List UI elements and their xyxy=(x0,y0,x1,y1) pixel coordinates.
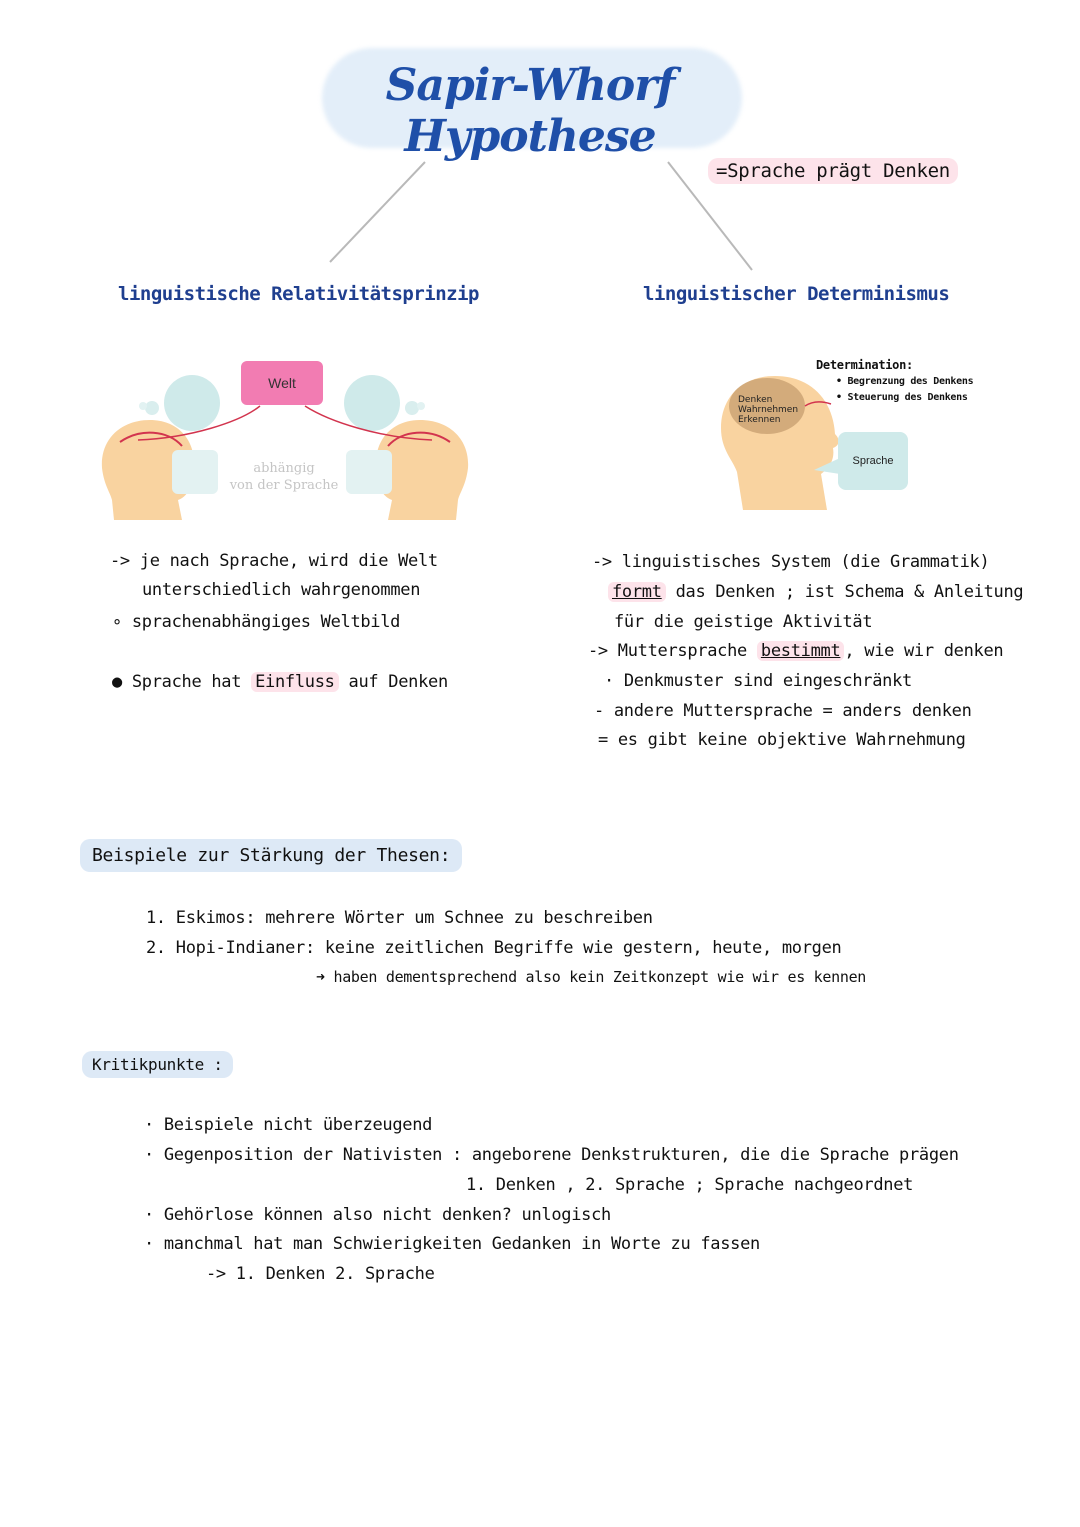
determination-title: Determination: xyxy=(816,358,913,372)
left-heading: linguistische Relativitätsprinzip xyxy=(118,283,479,305)
right-speech-box xyxy=(346,450,392,494)
right-thought-dot xyxy=(405,401,419,415)
dependency-caption: abhängig von der Sprache xyxy=(229,461,339,493)
connector-right xyxy=(668,162,752,270)
brain-labels: Denken Wahrnehmen Erkennen xyxy=(738,395,799,425)
welt-box: Welt xyxy=(241,361,323,405)
determination-item-2: • Steuerung des Denkens xyxy=(836,392,968,403)
left-speech-box xyxy=(172,450,218,494)
critique-heading: Kritikpunkte : xyxy=(82,1055,233,1074)
right-line-2: formt das Denken ; ist Schema & Anleitung xyxy=(608,582,1023,602)
examples-heading: Beispiele zur Stärkung der Thesen: xyxy=(80,845,462,866)
hollow-bullet: ∘ xyxy=(112,612,132,632)
title-connector-lines xyxy=(0,0,1080,300)
right-thought-bubble xyxy=(344,375,400,431)
critique-4: · manchmal hat man Schwierigkeiten Gedanken in Worte zu fassen xyxy=(144,1234,760,1254)
left-thought-bubble xyxy=(164,375,220,431)
example-1: 1. Eskimos: mehrere Wörter um Schnee zu beschreiben xyxy=(146,908,653,928)
right-line-4: -> Muttersprache bestimmt , wie wir denken xyxy=(588,641,1004,661)
connector-left xyxy=(330,162,425,262)
critique-4-note: -> 1. Denken 2. Sprache xyxy=(206,1264,435,1284)
right-line-6: - andere Muttersprache = anders denken xyxy=(594,701,972,721)
left-line-1: -> je nach Sprache, wird die Welt xyxy=(110,551,438,571)
sprache-box: Sprache xyxy=(838,432,908,490)
left-thought-dot xyxy=(145,401,159,415)
left-bullet-1: ∘ sprachenabhängiges Weltbild xyxy=(112,612,401,632)
critique-1: · Beispiele nicht überzeugend xyxy=(144,1115,433,1135)
critique-2-note: 1. Denken , 2. Sprache ; Sprache nachgeordnet xyxy=(466,1175,914,1195)
left-thought-dot-small xyxy=(139,402,147,410)
left-line-2: unterschiedlich wahrgenommen xyxy=(142,580,421,600)
speech-tail-shape xyxy=(814,458,840,474)
critique-2: · Gegenposition der Nativisten : angeborene Denkstrukturen, die die Sprache prägen xyxy=(144,1145,959,1165)
right-line-3: für die geistige Aktivität xyxy=(614,612,873,632)
right-heading: linguistischer Determinismus xyxy=(643,283,950,305)
tagline: =Sprache prägt Denken xyxy=(708,160,958,182)
example-2: 2. Hopi-Indianer: keine zeitlichen Begriffe wie gestern, heute, morgen xyxy=(146,938,842,958)
determination-item-1: • Begrenzung des Denkens xyxy=(836,376,974,387)
right-line-1: -> linguistisches System (die Grammatik) xyxy=(592,552,990,572)
right-line-7: = es gibt keine objektive Wahrnehmung xyxy=(598,730,966,750)
filled-bullet: ● xyxy=(112,672,132,692)
left-bullet-2: ● Sprache hat Einfluss auf Denken xyxy=(112,672,448,692)
right-thought-dot-small xyxy=(417,402,425,410)
example-2-note: ➜ haben dementsprechend also kein Zeitkonzept wie wir es kennen xyxy=(316,968,867,986)
critique-3: · Gehörlose können also nicht denken? unlogisch xyxy=(144,1205,611,1225)
page-title: Sapir-Whorf Hypothese xyxy=(385,60,675,162)
determinism-head xyxy=(715,370,855,520)
right-line-5: · Denkmuster sind eingeschränkt xyxy=(604,671,912,691)
